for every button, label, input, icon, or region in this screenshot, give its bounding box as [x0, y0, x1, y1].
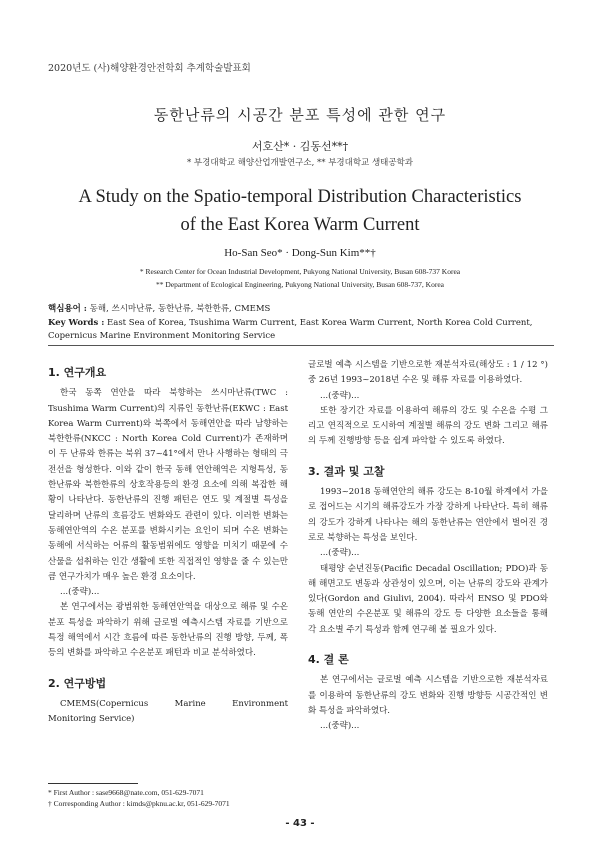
section-4-paragraph-1: 본 연구에서는 글로벌 예측 시스템을 기반으로한 재분석자료를 이용하여 동한난류의 강도 변화와 진행 방향등 시공간적인 변화 특성을 파악하였다.: [308, 675, 548, 716]
korean-keywords-text: 동해, 쓰시마난류, 동한난류, 북한한류, CMEMS: [89, 304, 271, 314]
right-column: [308, 358, 548, 735]
english-affiliation-1: * Research Center for Ocean Industrial Development, Pukyong National University, Busan 608-737 Korea: [139, 267, 461, 276]
footnote-first-author: * First Author : sase9668@nate.com, 051-629-7071: [48, 788, 204, 797]
page-number: - 43 -: [285, 818, 315, 829]
conference-header: 2020년도 (사)해양환경안전학회 추계학술발표회: [48, 63, 251, 74]
section-3-paragraph-1: 1993~2018 동해연안의 해류 강도는 8-10월 하계에서 가을로 접어드는 시기의 해류강도가 가장 강하게 나타난다. 특히 해류의 강도가 강하게 나타나는 해의 동한난류는 연안에서 벌어진 경로로 북향하는 특성을 보인다.: [308, 487, 548, 543]
english-keywords-label: Key Words :: [48, 318, 105, 328]
right-omission-1: ...(중략)...: [320, 390, 360, 401]
korean-keywords-label: 핵심용어 :: [48, 304, 87, 314]
section-3-paragraph-2: 태평양 순년진동(Pacific Decadal Oscillation; PDO)과 동해 해면고도 변동과 상관성이 있으며, 이는 난류의 강도와 관계가 있다(Gordon and Giulivi, 2004). 따라서 ENSO 및 PDO와 동해 연안의 수온분포 및 해류의 강도 등 다양한 요소들을 통해 각 요소별 주기 특성과 함께 연구해 볼 필요가 있다.: [308, 563, 548, 635]
english-title-line2: of the East Korea Warm Current: [180, 215, 420, 235]
section-1-omission: ...(중략)...: [60, 587, 100, 598]
footnote-corresponding-author: † Corresponding Author : kimds@pknu.ac.kr, 051-629-7071: [48, 799, 230, 808]
right-paragraph-1: 글로벌 예측 시스템을 기반으로한 재분석자료(해상도 : 1 / 12 °)중 26년 1993~2018년 수온 및 해류 자료를 이용하였다.: [308, 360, 548, 386]
section-2-title: 2. 연구방법: [48, 676, 107, 690]
english-title-line1: A Study on the Spatio-temporal Distribution Characteristics: [78, 187, 522, 207]
section-2-paragraph-1: CMEMS(Copernicus Marine Environment Monitoring Service): [48, 698, 288, 725]
korean-authors: 서호산* · 김동선**†: [251, 140, 349, 153]
footnote-divider: [48, 783, 138, 784]
section-1-title: 1. 연구개요: [48, 366, 107, 379]
section-3-omission: ...(중략)...: [320, 548, 360, 559]
section-1-paragraph-2: 본 연구에서는 광범위한 동해연안역을 대상으로 해류 및 수온 분포 특성을 파악하기 위해 글로벌 예측시스템 자료를 기반으로 특정 해역에서 시간 흐름에 따른 동한난류의 진행 방향, 두께, 폭 등의 변화를 파악하고 수온분포 패턴과 비교 분석하였다.: [48, 602, 288, 659]
english-keywords-text: East Sea of Korea, Tsushima Warm Current, East Korea Warm Current, North Korea Cold Current, Copernicus Marine Environment Monitoring Service: [48, 318, 533, 341]
english-keywords: [48, 317, 554, 343]
right-paragraph-2: 또한 장기간 자료를 이용하여 해류의 강도 및 수온을 수평 그리고 연직적으로 도시하여 계절별 해류의 강도 변화 그리고 해류의 두께 진행방향 등을 쉽게 파악할 수 있도록 하였다.: [308, 405, 548, 447]
korean-keywords: [48, 303, 554, 316]
section-1-paragraph-1: 한국 동쪽 연안을 따라 북향하는 쓰시마난류(TWC : Tsushima Warm Current)의 지류인 동한난류(EKWC : East Korea Warm Current)와 북쪽에서 동해연안을 따라 남향하는 북한한류(NKCC : North Korea Cold Current)가 존재하며 이 두 난류와 한류는 북위 37~41°에서 만나 사행하는 형태의 극전선을 형성한다. 이와 같이 한국 동해 연안해역은 지형특성, 동한난류와 북한한류의 상호작용등의 환경 요소에 의해 복잡한 해황이 나타난다. 동한난류의 진행 패턴은 연도 및 계절별 특성을 달리하며 난류의 흐름강도 변화와도 관련이 있다. 이러한 변화는 동해연안역의 수온 분포를 변화시키는 요인이 되며 수온 변화는 동해에 서식하는 어류의 활동범위에도 영향을 미치기 때문에 수산물을 섭취하는 인간 생활에 또한 직접적인 영향을 줄 수 있는만큼 연구가치가 매우 높은 환경 요소이다.: [48, 388, 288, 582]
section-3-title: 3. 결과 및 고찰: [308, 464, 385, 478]
english-authors: Ho-San Seo* · Dong-Sun Kim**†: [224, 247, 376, 259]
left-column: [48, 365, 288, 728]
section-4-omission: ...(중략)...: [320, 721, 360, 732]
korean-affiliation: * 부경대학교 해양산업개발연구소, ** 부경대학교 생태공학과: [186, 158, 414, 168]
section-4-title: 4. 결 론: [308, 653, 349, 667]
header-divider: [48, 345, 554, 346]
english-affiliation-2: ** Department of Ecological Engineering, Pukyong National University, Busan 608-737, Korea: [156, 280, 444, 289]
korean-title: 동한난류의 시공간 분포 특성에 관한 연구: [153, 106, 447, 124]
english-title: [0, 183, 600, 239]
